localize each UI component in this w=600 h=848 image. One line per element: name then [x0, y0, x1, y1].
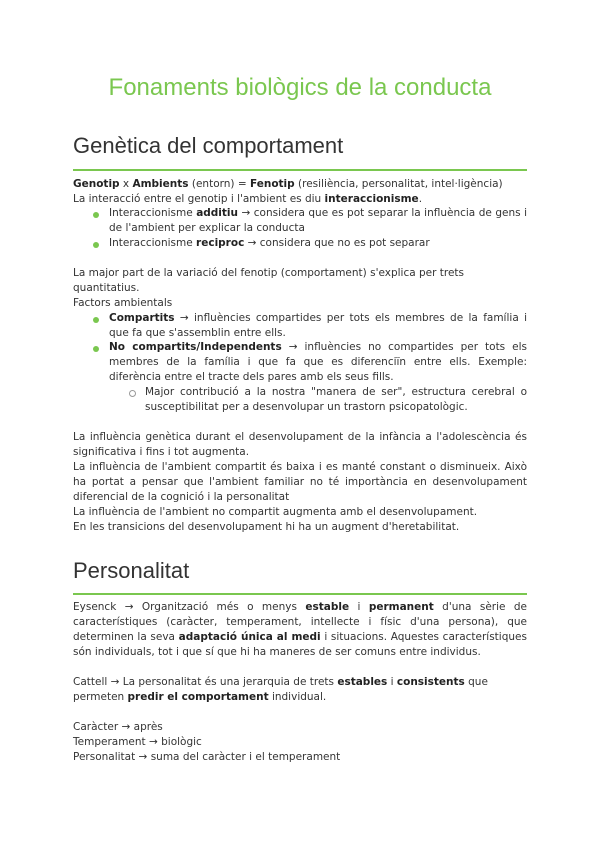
list-item-compartits: Compartits → influències compartides per tots els membres de la família i que fa que s'assemblin entre ells. — [109, 312, 527, 339]
list-item-reciproc: Interaccionisme reciproc → considera que no es pot separar — [109, 237, 430, 249]
bullet-icon — [93, 317, 99, 323]
sub-list-item: Major contribució a la nostra "manera de ser", estructura cerebral o susceptibilitat per a desenvolupar un trastorn psicopatològic. — [145, 386, 527, 413]
section-heading-genetica: Genètica del comportament — [73, 133, 344, 158]
line-caracter: Caràcter → après — [73, 721, 163, 733]
line-personalitat: Personalitat → suma del caràcter i el temperament — [73, 751, 341, 763]
list-item-additiu: Interaccionisme additiu → considera que es pot separar la influència de gens i de l'ambient per explicar la conducta — [109, 207, 527, 234]
section-heading-personalitat: Personalitat — [73, 558, 190, 583]
paragraph-eysenck: Eysenck → Organització més o menys estable i permanent d'una sèrie de característiques (caràcter, temperament, intellecte i físic d'una persona), que determinen la seva adaptació única al medi i situacions. Aquestes característiques són individuals, tot i que sí que hi ha maneres de ser comuns entre individus. — [73, 601, 528, 658]
section-divider — [73, 593, 527, 595]
bullet-icon — [93, 212, 99, 218]
paragraph-nonshared-env: La influència de l'ambient no compartit augmenta amb el desenvolupament. — [73, 506, 478, 518]
document-title: Fonaments biològics de la conducta — [108, 74, 492, 101]
paragraph-genetic: La influència genètica durant el desenvolupament de la infància a l'adolescència és significativa i fins i tot augmenta. — [73, 431, 527, 458]
sub-bullet-icon — [129, 390, 136, 397]
variation-paragraph: La major part de la variació del fenotip (comportament) s'explica per trets quantitatius. — [73, 267, 465, 294]
paragraph-heritability: En les transicions del desenvolupament hi ha un augment d'heretabilitat. — [73, 521, 460, 533]
section-divider — [73, 169, 527, 171]
bullet-icon — [93, 242, 99, 248]
paragraph-cattell: Cattell → La personalitat és una jerarquia de trets estables i consistents que permeten predir el comportament individual. — [73, 676, 488, 703]
line-temperament: Temperament → biològic — [73, 736, 202, 748]
factors-label: Factors ambientals — [73, 297, 173, 309]
paragraph-shared-env: La influència de l'ambient compartit és baixa i es manté constant o disminueix. Això ha portat a pensar que l'ambient familiar no té importància en desenvolupament diferencial de la cognició i la personalitat — [73, 461, 527, 503]
list-item-no-compartits: No compartits/Independents → influències no compartides per tots els membres de la família i que fa que es diferenciïn entre ells. Exemple: diferència entre el tracte dels pares amb els seus fills. — [109, 341, 527, 383]
bullet-icon — [93, 346, 99, 352]
genotype-formula: Genotip x Ambients (entorn) = Fenotip (resiliència, personalitat, intel·ligència) — [73, 178, 503, 190]
interaction-line: La interacció entre el genotip i l'ambient es diu interaccionisme. — [73, 193, 423, 205]
